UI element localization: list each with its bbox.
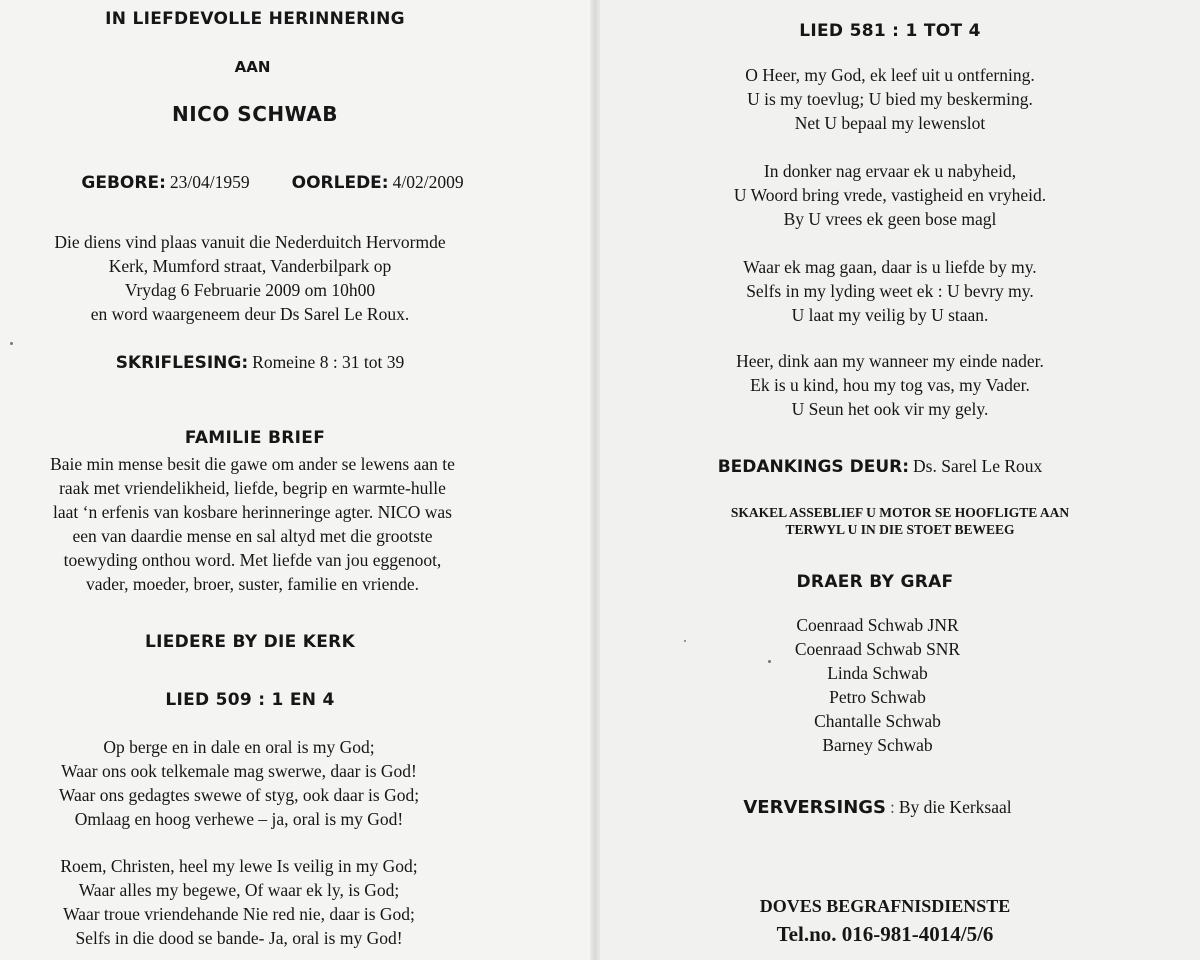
family-letter-heading: FAMILIE BRIEF <box>184 428 326 448</box>
song-509-heading: LIED 509 : 1 EN 4 <box>165 690 335 710</box>
refreshments-sep: : <box>890 797 895 817</box>
family-line: raak met vriendelikheid, liefde, begrip en warmte-hulle <box>59 478 446 498</box>
verse-line: Selfs in die dood se bande- Ja, oral is my God! <box>75 928 403 948</box>
song-509-verse-1 <box>0 735 478 831</box>
song-581-verse-3 <box>600 255 1180 327</box>
died-value: 4/02/2009 <box>392 172 464 192</box>
verse-line: U laat my veilig by U staan. <box>791 305 989 325</box>
verse-line: O Heer, my God, ek leef uit u ontferning. <box>745 65 1035 85</box>
verse-line: By U vrees ek geen bose magl <box>783 209 997 229</box>
died-label: OORLEDE: <box>291 173 389 193</box>
thanks-value: Ds. Sarel Le Roux <box>913 456 1043 476</box>
verse-line: Waar troue vriendehande Nie red nie, daar is God; <box>63 904 415 924</box>
family-line: Baie min mense besit die gawe om ander se lewens aan te <box>50 454 455 474</box>
family-line: laat ‘n erfenis van kosbare herinneringe agter. NICO was <box>53 502 452 522</box>
deceased-name: NICO SCHWAB <box>171 102 339 126</box>
family-letter <box>0 452 505 596</box>
bearers-heading: DRAER BY GRAF <box>796 572 954 592</box>
bearer-name: Coenraad Schwab JNR <box>796 615 959 635</box>
undertaker-name: DOVES BEGRAFNISDIENSTE <box>759 896 1011 916</box>
song-581-verse-4 <box>600 349 1180 421</box>
reading-value: Romeine 8 : 31 tot 39 <box>252 352 405 372</box>
notice-line: SKAKEL ASSEBLIEF U MOTOR SE HOOFLIGTE AAN <box>730 505 1070 520</box>
right-page <box>600 0 1200 960</box>
family-line: vader, moeder, broer, suster, familie en vriende. <box>86 574 419 594</box>
paper-speck <box>684 640 686 642</box>
memorial-title: IN LIEFDEVOLLE HERINNERING <box>105 9 405 29</box>
aan-label: AAN <box>234 58 271 76</box>
born-value: 23/04/1959 <box>169 172 250 192</box>
church-songs-heading: LIEDERE BY DIE KERK <box>144 632 356 652</box>
verse-line: Waar ons ook telkemale mag swerwe, daar is God! <box>61 761 417 781</box>
song-581-heading: LIED 581 : 1 TOT 4 <box>799 21 981 41</box>
service-line: Die diens vind plaas vanuit die Nederduitch Hervormde <box>54 232 446 252</box>
bearer-name: Chantalle Schwab <box>814 711 941 731</box>
verse-line: In donker nag ervaar ek u nabyheid, <box>763 161 1017 181</box>
paper-speck <box>768 660 771 663</box>
scripture-reading <box>0 352 520 373</box>
verse-line: Omlaag en hoog verhewe – ja, oral is my God! <box>74 809 404 829</box>
verse-line: U Woord bring vrede, vastigheid en vryheid. <box>733 185 1047 205</box>
bearer-name: Linda Schwab <box>827 663 928 683</box>
bearer-name: Coenraad Schwab SNR <box>794 639 961 659</box>
song-509-verse-2 <box>0 854 478 950</box>
bearers-list <box>600 613 1155 757</box>
thanks-row <box>600 456 1160 477</box>
family-line: een van daardie mense en sal altyd met die grootste <box>72 526 433 546</box>
verse-line: Net U bepaal my lewenslot <box>794 113 986 133</box>
service-line: Vrydag 6 Februarie 2009 om 10h00 <box>124 280 376 300</box>
undertaker-phone: Tel.no. 016-981-4014/5/6 <box>776 922 994 946</box>
verse-line: Op berge en in dale en oral is my God; <box>103 737 375 757</box>
bearer-name: Petro Schwab <box>829 687 926 707</box>
refreshments-row <box>600 797 1155 818</box>
reading-label: SKRIFLESING: <box>115 353 249 373</box>
notice-line: TERWYL U IN DIE STOET BEWEEG <box>785 522 1015 537</box>
family-line: toewyding onthou word. Met liefde van jou eggenoot, <box>63 550 442 570</box>
verse-line: Heer, dink aan my wanneer my einde nader. <box>736 351 1044 371</box>
song-581-verse-1 <box>600 63 1180 135</box>
refreshments-label: VERVERSINGS <box>743 797 886 818</box>
page-fold <box>590 0 600 960</box>
verse-line: Waar alles my begewe, Of waar ek ly, is God; <box>78 880 400 900</box>
verse-line: Ek is u kind, hou my tog vas, my Vader. <box>750 375 1030 395</box>
paper-speck <box>10 342 13 345</box>
verse-line: U is my toevlug; U bied my beskerming. <box>747 89 1033 109</box>
service-line: Kerk, Mumford straat, Vanderbilpark op <box>108 256 392 276</box>
born-label: GEBORE: <box>81 173 166 193</box>
verse-line: U Seun het ook vir my gely. <box>791 399 989 419</box>
service-line: en word waargeneem deur Ds Sarel Le Roux. <box>90 304 410 324</box>
verse-line: Waar ek mag gaan, daar is u liefde by my. <box>743 257 1037 277</box>
refreshments-value: By die Kerksaal <box>898 797 1012 817</box>
verse-line: Selfs in my lyding weet ek : U bevry my. <box>746 281 1034 301</box>
verse-line: Waar ons gedagtes swewe of styg, ook daar is God; <box>58 785 420 805</box>
headlights-notice <box>600 504 1200 538</box>
left-page <box>0 0 590 960</box>
bearer-name: Barney Schwab <box>822 735 933 755</box>
thanks-label: BEDANKINGS DEUR: <box>717 457 910 477</box>
service-details <box>0 230 500 326</box>
verse-line: Roem, Christen, heel my lewe Is veilig in my God; <box>60 856 418 876</box>
song-581-verse-2 <box>600 159 1180 231</box>
dates-row <box>0 172 545 193</box>
